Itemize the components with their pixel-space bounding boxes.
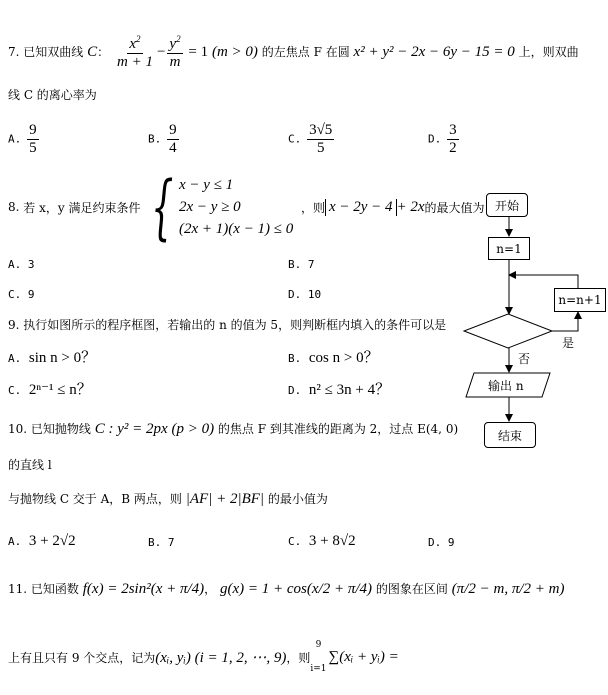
q7-option-a-label: A. [8, 132, 22, 146]
flowchart-start: 开始 [486, 193, 528, 217]
flowchart-init: n=1 [488, 237, 530, 260]
q11-sum-expr: ∑(xᵢ + yᵢ) = [328, 648, 399, 665]
q10-line3-post: 的最小值为 [267, 492, 328, 506]
q10-parabola-eq: C : y² = 2px (p > 0) [94, 421, 215, 437]
flowchart-update: n=n+1 [554, 288, 606, 312]
q7-frac-x: $\frac{x^2}{m + 1}$ [116, 34, 153, 70]
q7-b-den: 4 [169, 139, 177, 156]
q7-circle-eq: x² + y² − 2x − 6y − 15 = 0 [353, 44, 515, 60]
q11-interval: (π/2 − m, π/2 + m) [451, 581, 565, 597]
q7-number: 7. [8, 45, 20, 59]
q8-constraint-1: x − y ≤ 1 [179, 177, 234, 193]
q11-line1: 11. 已知函数 f(x) = 2sin²(x + π/4)， g(x) = 1 + cos(x/2 + π/4) 的图象在区间 (π/2 − m, π/2 + m) [8, 581, 565, 597]
q10-post-text: 的焦点 F 到其准线的距离为 2，过点 E(4, 0) [217, 422, 459, 436]
q8-plus-2x: + 2x [396, 198, 425, 215]
flowchart-output: 输出 n [488, 379, 524, 393]
q11-mid-text: 的图象在区间 [375, 582, 448, 596]
flowchart-no-label: 否 [518, 352, 531, 366]
q7-c-num: 3√5 [309, 122, 333, 138]
q9-option-d-expr: n² ≤ 3n + 4？ [308, 382, 391, 398]
q8-option-a: A. 3 [8, 258, 35, 271]
q7-option-d-label: D. [428, 132, 442, 146]
q7-intro: 已知双曲线 [23, 45, 84, 59]
q10-option-b: B. 7 [148, 536, 175, 549]
q8-constraint-2: 2x − y ≥ 0 [179, 199, 241, 215]
q7-d-den: 2 [449, 139, 457, 156]
q8-intro: 若 x，y 满足约束条件 [23, 200, 141, 215]
q11-sum-bottom: i=1 [310, 664, 327, 674]
q7-mid-text: 的左焦点 F 在圆 [261, 45, 350, 59]
q8-abs-expr: x − 2y − 4 [325, 199, 397, 216]
q8-option-d: D. 10 [288, 288, 322, 301]
q10-number: 10. [8, 422, 28, 436]
q10-line3-expr: |AF| + 2|BF| [185, 491, 265, 507]
q7-post-text: 上，则双曲 [518, 45, 579, 59]
q7-equals-one: = 1 [188, 44, 209, 60]
q7-x: x [129, 36, 137, 52]
q11-intro: 已知函数 [30, 582, 79, 596]
q9-option-c-expr: 2ⁿ⁻¹ ≤ n？ [28, 382, 92, 398]
q10-option-c-label: C. [288, 535, 302, 548]
q7-line2: 线 C 的离心率为 [8, 88, 97, 102]
q11-g-def: g(x) = 1 + cos(x/2 + π/4) [220, 581, 373, 597]
q8-constraint-system: { x − y ≤ 1 2x − y ≥ 0 (2x + 1)(x − 1) ≤ 0 [151, 166, 294, 248]
q11-line2-mid: ，则 [286, 650, 311, 665]
q9-option-c-label: C. [8, 384, 22, 397]
q9-option-d-label: D. [288, 384, 302, 397]
q10-option-a-label: A. [8, 535, 22, 548]
q7-option-c-label: C. [288, 132, 302, 146]
q9-option-a-expr: sin n > 0？ [28, 350, 97, 366]
q8-option-c: C. 9 [8, 288, 35, 301]
q11-sum-top: 9 [315, 640, 322, 650]
q9-line1: 9. 执行如图所示的程序框图，若输出的 n 的值为 5，则判断框内填入的条件可以是 [8, 318, 447, 332]
q7-condition: (m > 0) [211, 44, 258, 60]
q7-y: y [169, 36, 177, 52]
q7-d-num: 3 [449, 122, 457, 138]
q7-c-den: 5 [316, 139, 325, 156]
q7-option-b-label: B. [148, 132, 162, 146]
q7-a-den: 5 [29, 139, 37, 156]
q9-option-a-label: A. [8, 352, 22, 365]
q7-colon: ： [97, 45, 110, 59]
q8-option-b: B. 7 [288, 258, 315, 271]
q10-option-c-expr: 3 + 8√2 [308, 533, 356, 549]
q7-line1: 7. 已知双曲线 C： $\frac{x^2}{m + 1}$ − $\frac{y^2}{m}$ = 1 (m > 0) 的左焦点 F 在圆 x² + y² − 2x − 6y − 15 = 0 上，则双曲 [8, 34, 579, 70]
q7-frac-y: $\frac{y^2}{m}$ [169, 34, 181, 70]
q8-post-text: 的最大值为 [424, 200, 485, 215]
q10-intro: 已知抛物线 [30, 422, 91, 436]
q11-points: (xᵢ, yᵢ) (i = 1, 2, ⋯, 9) [155, 649, 287, 666]
q7-b-num: 9 [169, 122, 177, 138]
q10-line2: 的直线 l [8, 458, 52, 472]
decision-diamond [464, 314, 552, 348]
q7-a-num: 9 [29, 122, 37, 138]
q8-number: 8. [8, 200, 20, 214]
q7-m: m [169, 53, 181, 70]
q10-option-d: D. 9 [428, 536, 455, 549]
q9-option-b-label: B. [288, 352, 302, 365]
flowchart-yes-label: 是 [562, 336, 575, 350]
q10-line3-pre: 与抛物线 C 交于 A，B 两点，则 [8, 492, 182, 506]
q11-number: 11. [8, 582, 28, 596]
q8-mid-text: ，则 [300, 200, 325, 215]
q10-option-a-expr: 3 + 2√2 [28, 533, 76, 549]
q8-constraint-3: (2x + 1)(x − 1) ≤ 0 [179, 221, 294, 237]
q7-curve-name: C [87, 44, 98, 60]
q11-f-def: f(x) = 2sin²(x + π/4) [82, 581, 205, 597]
q7-m-plus-1: m + 1 [116, 53, 153, 70]
q11-line2-pre: 上有且只有 9 个交点，记为 [8, 650, 156, 665]
q9-option-b-expr: cos n > 0？ [308, 350, 379, 366]
flowchart-end: 结束 [484, 422, 536, 448]
